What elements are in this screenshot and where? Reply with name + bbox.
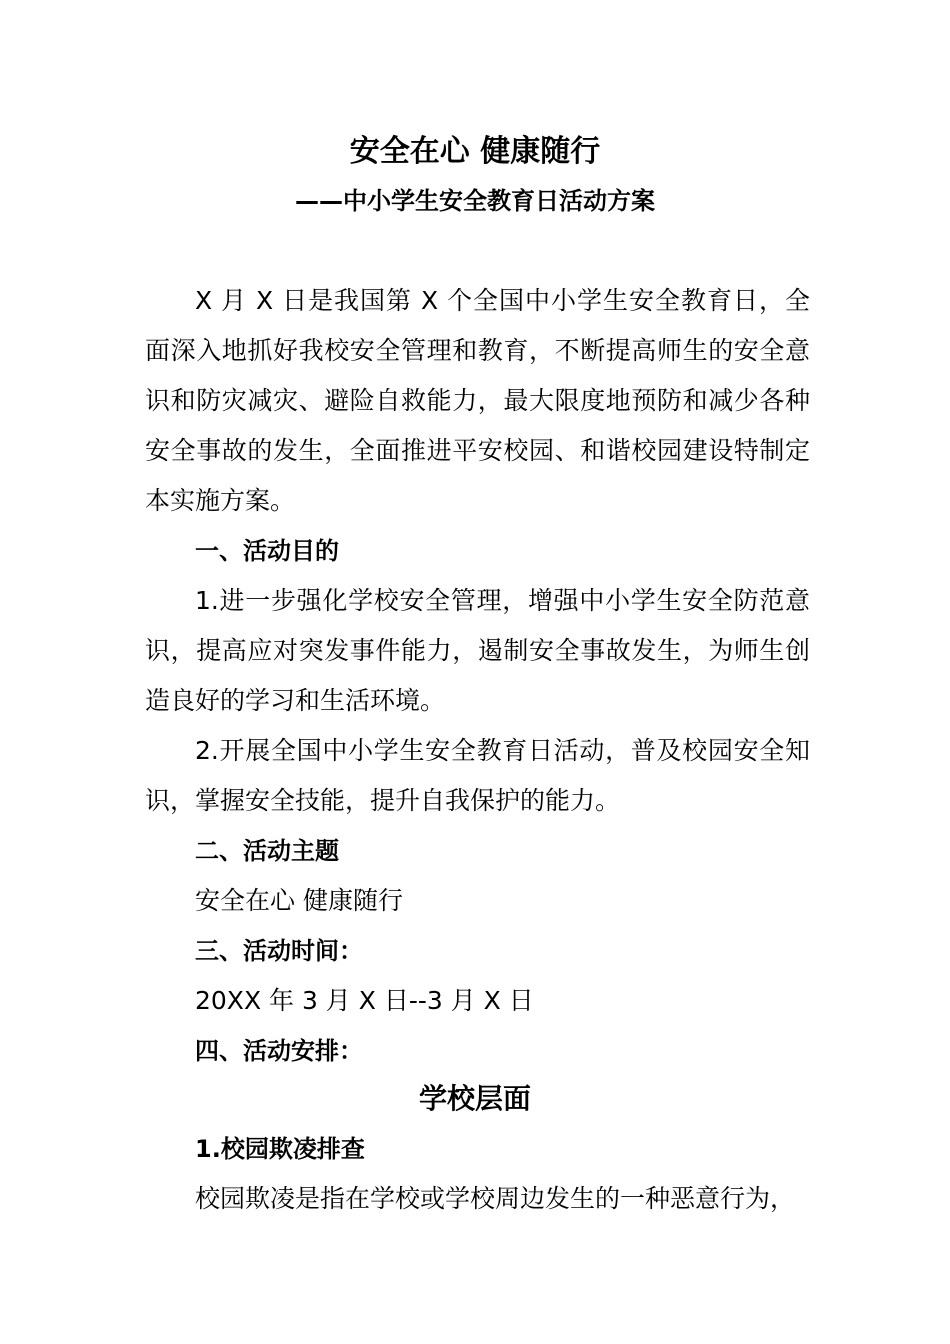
time-text: 20XX 年 3 月 X 日--3 月 X 日 [195, 986, 534, 1015]
bullying-text: 校园欺凌是指在学校或学校周边发生的一种恶意行为， [195, 1184, 796, 1213]
section-heading-arrangement: 四、活动安排： [195, 1037, 363, 1065]
theme-text: 安全在心 健康随行 [195, 886, 403, 915]
purpose-item-1: 1.进一步强化学校安全管理，增强中小学生安全防范意识，提高应对突发事件能力，遏制安全事故发生，为师生创造良好的学习和生活环境。 [145, 586, 810, 715]
section-heading-theme: 二、活动主题 [195, 837, 339, 865]
school-level-heading: 学校层面 [418, 1082, 531, 1115]
document-subtitle: ——中小学生安全教育日活动方案 [295, 187, 655, 215]
purpose-item-2: 2.开展全国中小学生安全教育日活动，普及校园安全知识，掌握安全技能，提升自我保护的能力。 [145, 736, 810, 815]
item-heading-bullying: 1.校园欺凌排查 [195, 1135, 365, 1163]
document-title: 安全在心 健康随行 [349, 134, 601, 169]
section-heading-purpose: 一、活动目的 [195, 537, 339, 565]
intro-paragraph: X 月 X 日是我国第 X 个全国中小学生安全教育日，全面深入地抓好我校安全管理和教育，不断提高师生的安全意识和防灾减灾、避险自救能力，最大限度地预防和减少各种安全事故的发生，全面推进平安校园、和谐校园建设特制定本实施方案。 [145, 286, 810, 515]
section-heading-time: 三、活动时间： [195, 937, 363, 965]
